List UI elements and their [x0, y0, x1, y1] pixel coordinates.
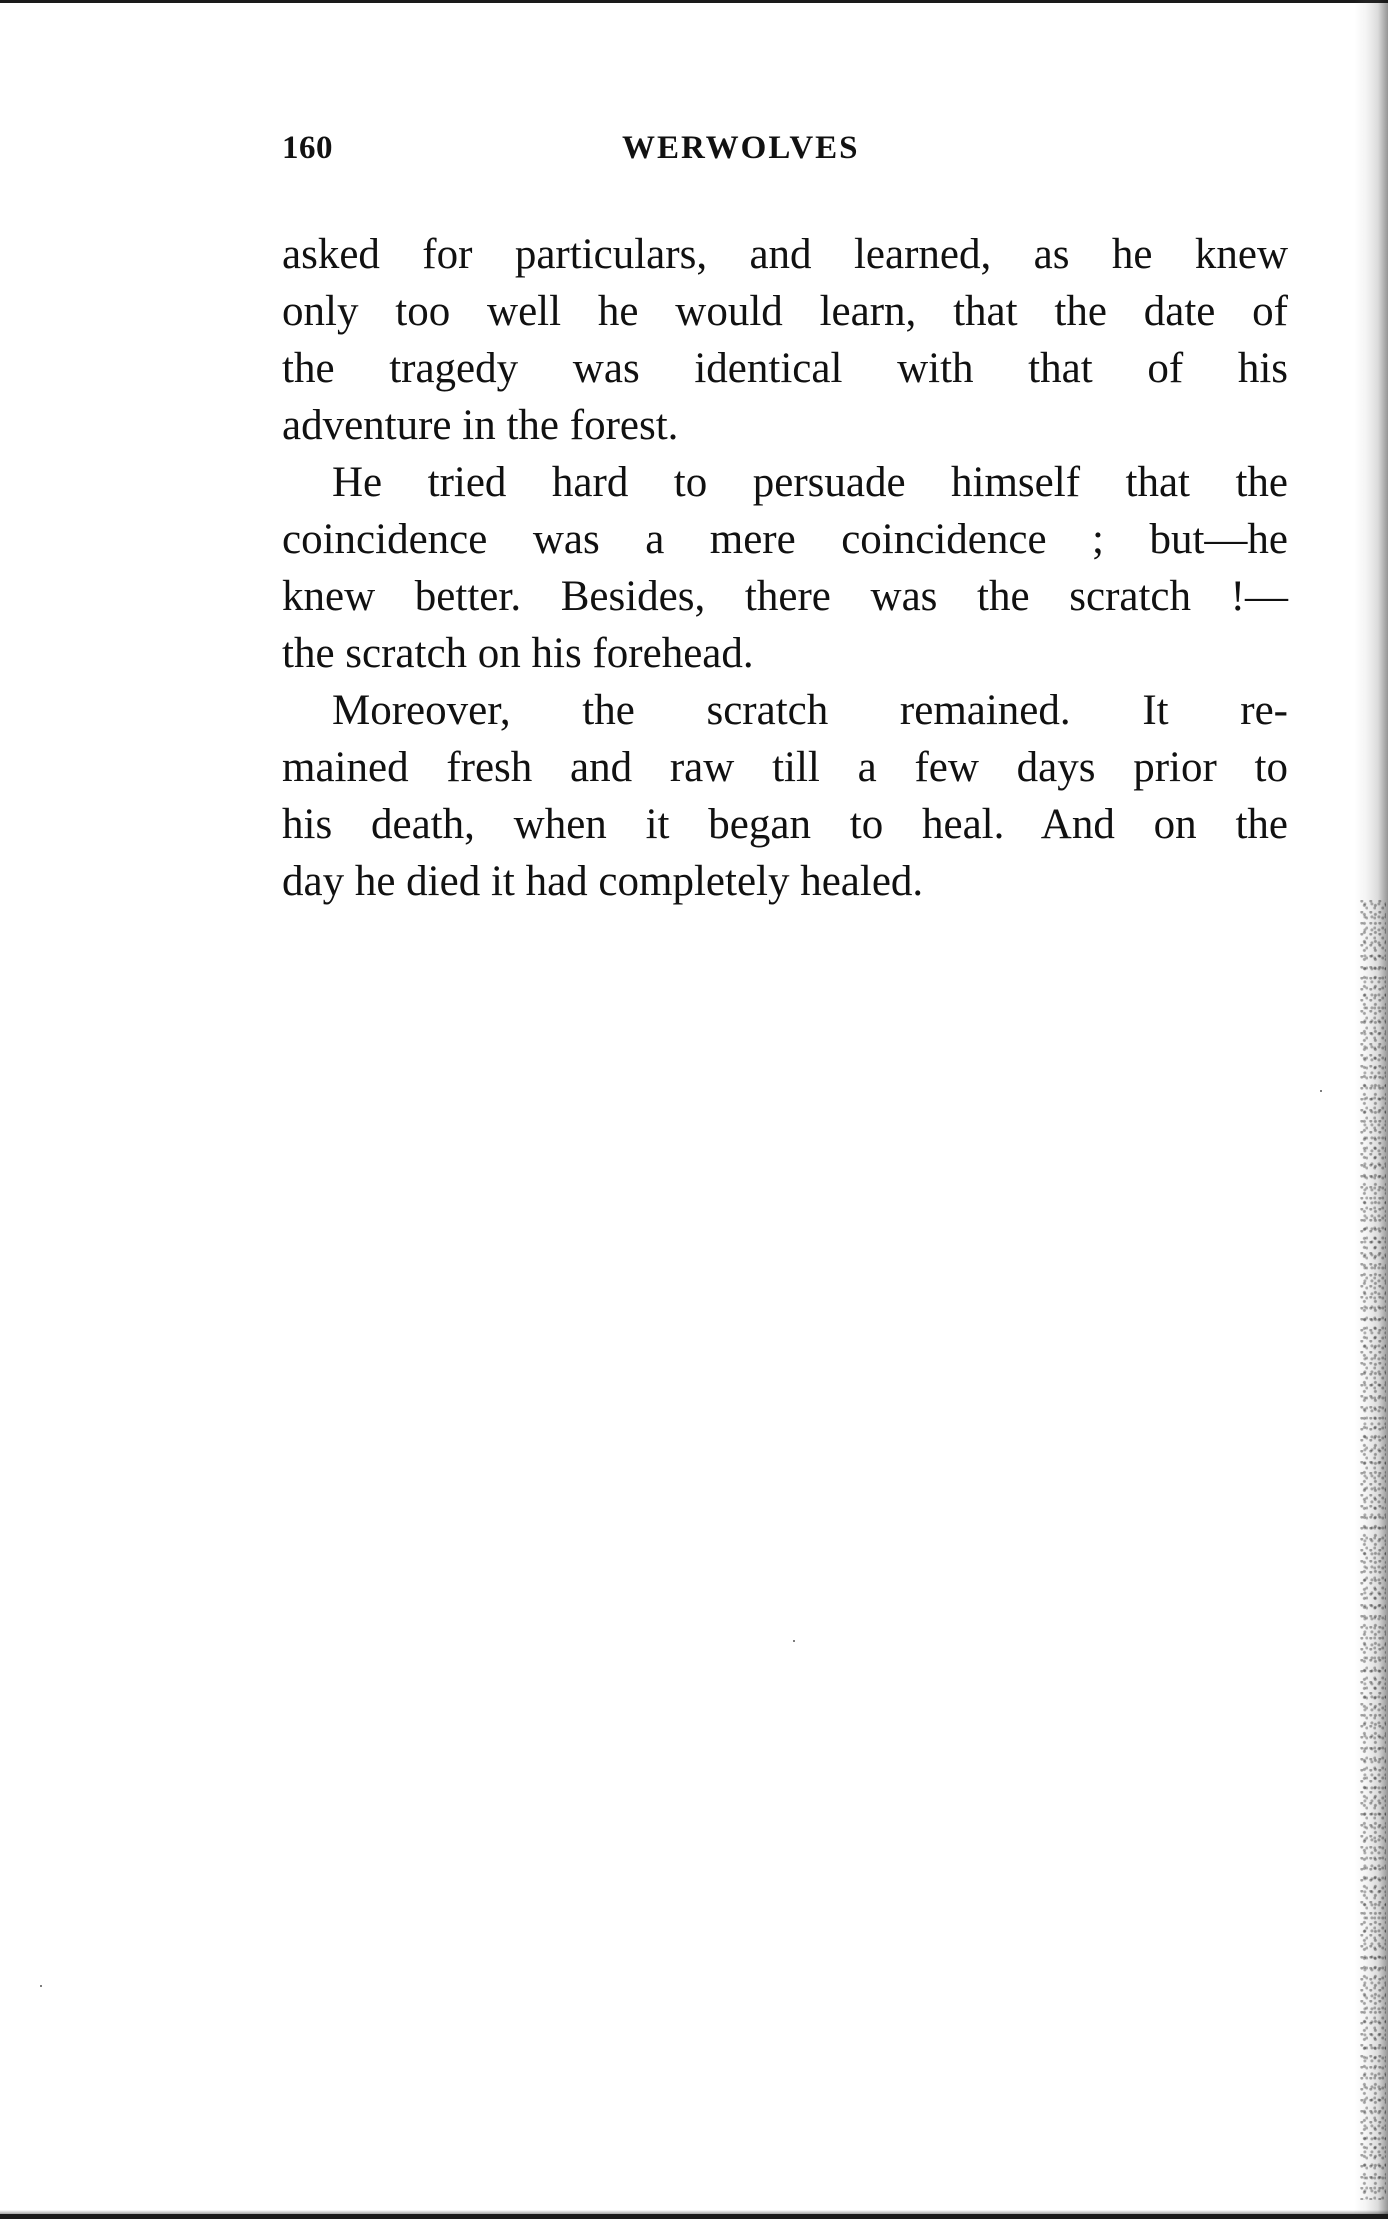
text-line: knew better. Besides, there was the scratch !—: [282, 573, 1288, 620]
text-line: his death, when it began to heal. And on the: [282, 801, 1288, 848]
scan-speck: [1320, 1090, 1322, 1092]
running-head: [282, 130, 1286, 180]
text-line: asked for particulars, and learned, as he knew: [282, 231, 1288, 278]
gutter-speckle: [1360, 900, 1386, 2200]
scan-speck: [793, 1640, 795, 1642]
running-title: WERWOLVES: [622, 130, 860, 166]
page-top-edge: [0, 0, 1388, 3]
paragraph: [282, 226, 1288, 454]
paragraph: [282, 682, 1288, 910]
text-line: only too well he would learn, that the date of: [282, 288, 1288, 335]
text-line: Moreover, the scratch remained. It re-: [332, 687, 1288, 734]
text-line: coincidence was a mere coincidence ; but—he: [282, 516, 1288, 563]
page-number: 160: [282, 130, 333, 166]
text-line: He tried hard to persuade himself that the: [332, 459, 1288, 506]
body-text: [282, 226, 1288, 910]
scan-speck: [40, 1985, 42, 1987]
text-line: adventure in the forest.: [282, 402, 679, 449]
paragraph: [282, 454, 1288, 682]
page-bottom-edge: [0, 2214, 1388, 2219]
text-line: the tragedy was identical with that of his: [282, 345, 1288, 392]
text-line: mained fresh and raw till a few days prior to: [282, 744, 1288, 791]
text-line: day he died it had completely healed.: [282, 858, 924, 905]
text-line: the scratch on his forehead.: [282, 630, 754, 677]
